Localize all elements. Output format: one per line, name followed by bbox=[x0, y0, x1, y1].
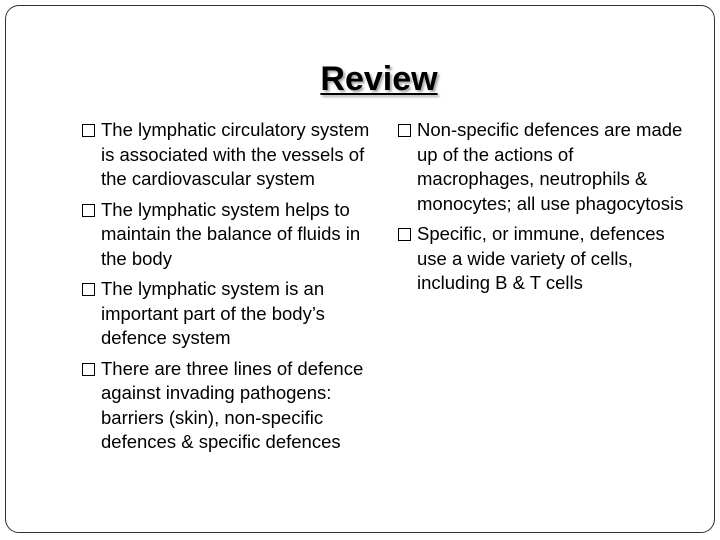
bullet-text: The lymphatic system helps to maintain the balance of fluids in the body bbox=[101, 198, 361, 269]
bullet-text: The lymphatic circulatory system is associated with the vessels of the cardiovascular system bbox=[101, 119, 370, 189]
right-bullet-column bbox=[398, 118, 693, 302]
square-bullet-icon bbox=[398, 124, 411, 137]
square-bullet-icon bbox=[82, 124, 95, 137]
bullet-item bbox=[82, 357, 372, 455]
slide-title: Review bbox=[320, 60, 438, 98]
square-bullet-icon bbox=[82, 363, 95, 376]
bullet-item bbox=[398, 222, 693, 296]
bullet-text: Specific, or immune, defences use a wide variety of cells, including B & T cells bbox=[417, 223, 665, 293]
bullet-item bbox=[398, 118, 693, 216]
square-bullet-icon bbox=[82, 283, 95, 296]
square-bullet-icon bbox=[398, 228, 411, 241]
bullet-text: Non-specific defences are made up of the actions of macrophages, neutrophils & monocytes; all use phagocytosis bbox=[417, 119, 684, 214]
bullet-text: The lymphatic system is an important part of the body’s defence system bbox=[101, 278, 325, 348]
bullet-item bbox=[82, 198, 372, 272]
square-bullet-icon bbox=[82, 204, 95, 217]
bullet-text: There are three lines of defence against invading pathogens: barriers (skin), non-specific defences & specific defences bbox=[101, 357, 364, 452]
bullet-item bbox=[82, 118, 372, 192]
left-bullet-column bbox=[82, 118, 372, 461]
bullet-item bbox=[82, 277, 372, 351]
